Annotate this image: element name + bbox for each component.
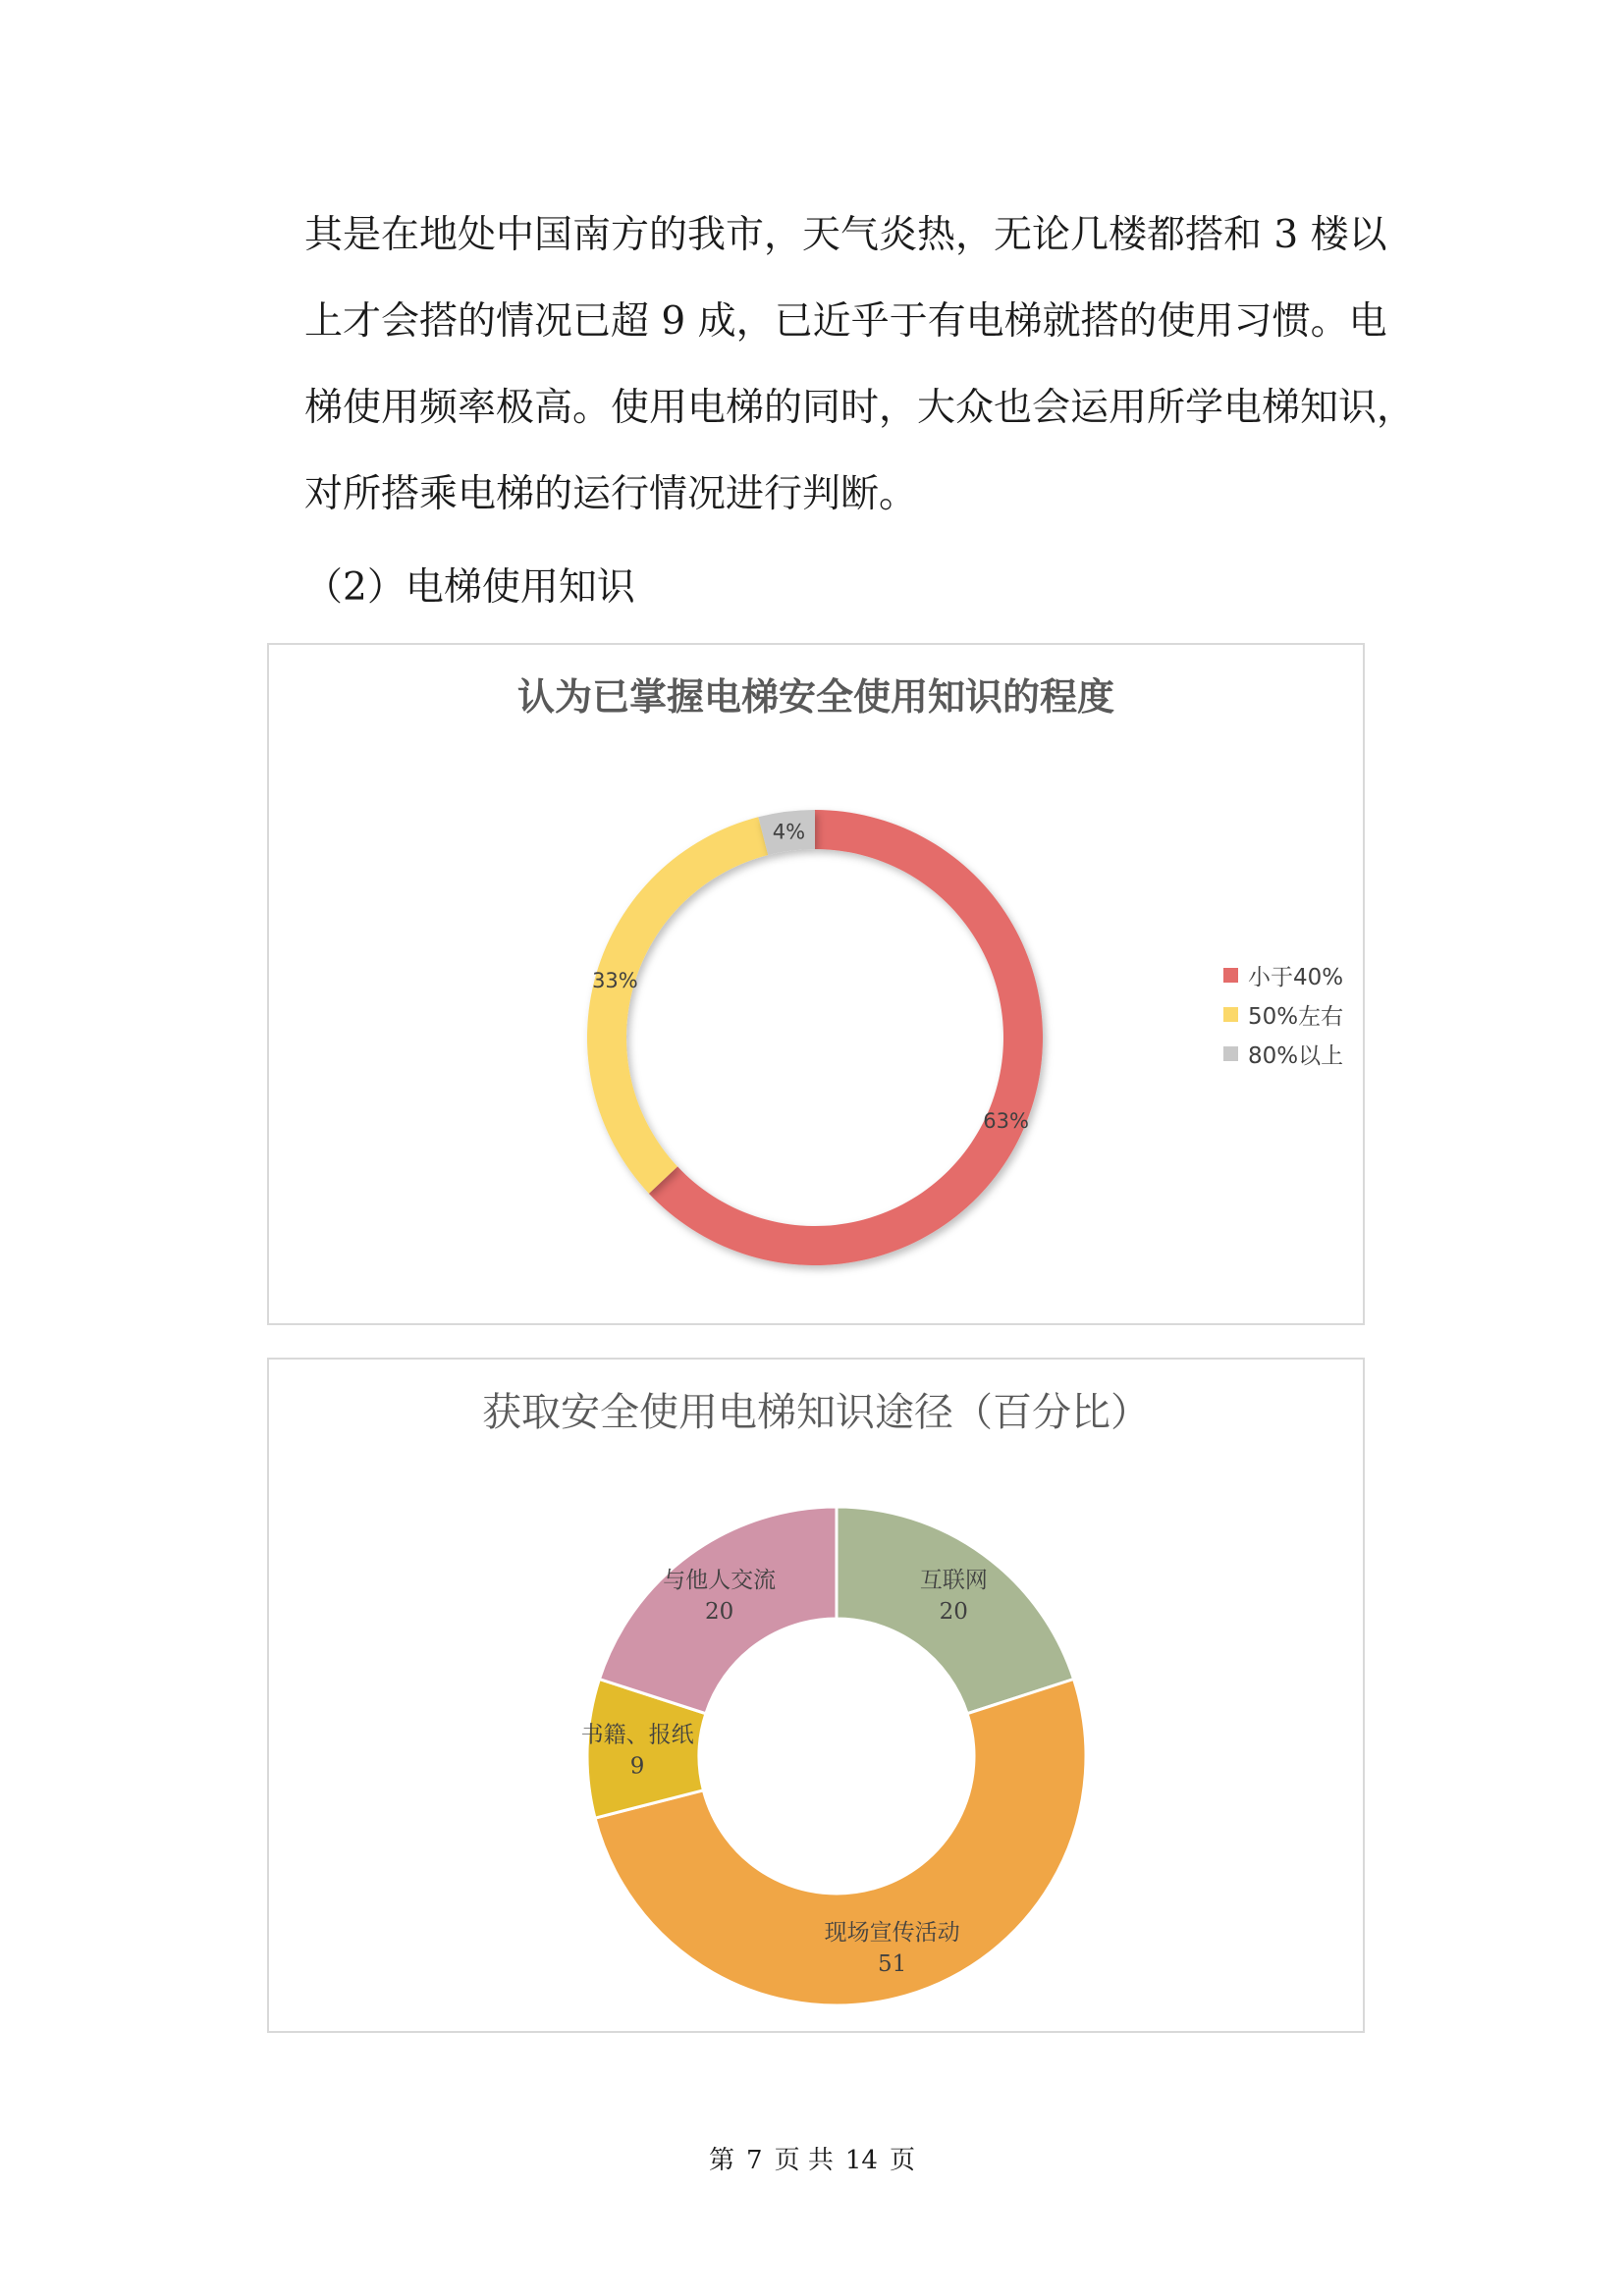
page-footer (0, 2140, 1624, 2176)
legend-label-lt40: 小于40% (1248, 964, 1344, 990)
footer-middle: 页 共 (774, 2146, 834, 2175)
body-paragraph (304, 192, 1416, 538)
footer-suffix: 页 (889, 2146, 915, 2175)
footer-page-number: 7 (746, 2146, 763, 2175)
chart-1-slice-1 (587, 817, 768, 1194)
chart-1-title: 认为已掌握电梯安全使用知识的程度 (516, 675, 1114, 719)
chart-2-donut (269, 1360, 1363, 2031)
paragraph-line-4: 对所搭乘电梯的运行情况进行判断。 (304, 472, 918, 516)
legend-item-50 (1223, 994, 1343, 1034)
chart-2-value-label-0: 20 (939, 1598, 968, 1625)
chart-2-category-label-2: 书籍、报纸 (580, 1722, 694, 1748)
chart-1-data-label-0: 63% (983, 1109, 1029, 1134)
legend-label-50: 50%左右 (1248, 1003, 1344, 1030)
paragraph-line-3: 梯使用频率极高。使用电梯的同时，大众也会运用所学电梯知识， (304, 386, 1416, 430)
paragraph-line-2: 上才会搭的情况已超 9 成，已近乎于有电梯就搭的使用习惯。电 (304, 299, 1387, 344)
chart-2-value-label-1: 51 (877, 1950, 907, 1977)
chart-1-data-label-2: 4% (772, 820, 806, 844)
chart-1-legend (1223, 955, 1343, 1073)
knowledge-level-chart (267, 643, 1365, 1325)
footer-prefix: 第 (709, 2146, 735, 2175)
chart-2-category-label-1: 现场宣传活动 (824, 1919, 960, 1946)
legend-swatch-lt40 (1223, 968, 1238, 983)
legend-swatch-50 (1223, 1007, 1238, 1022)
legend-item-gt80 (1223, 1034, 1343, 1073)
knowledge-source-chart (267, 1358, 1365, 2033)
legend-label-gt80: 80%以上 (1248, 1042, 1344, 1069)
chart-2-category-label-0: 互联网 (919, 1567, 988, 1593)
section-heading: （2）电梯使用知识 (304, 565, 635, 610)
legend-item-lt40 (1223, 955, 1343, 994)
chart-2-value-label-3: 20 (705, 1598, 734, 1625)
chart-1-donut (269, 645, 1363, 1323)
chart-2-category-label-3: 与他人交流 (663, 1567, 777, 1593)
chart-2-value-label-2: 9 (629, 1753, 645, 1780)
chart-1-data-label-1: 33% (592, 968, 638, 992)
footer-total-pages: 14 (844, 2146, 878, 2175)
chart-2-title: 获取安全使用电梯知识途径（百分比） (482, 1390, 1150, 1435)
paragraph-line-1: 其是在地处中国南方的我市，天气炎热，无论几楼都搭和 3 楼以 (304, 213, 1387, 257)
legend-swatch-gt80 (1223, 1046, 1238, 1061)
